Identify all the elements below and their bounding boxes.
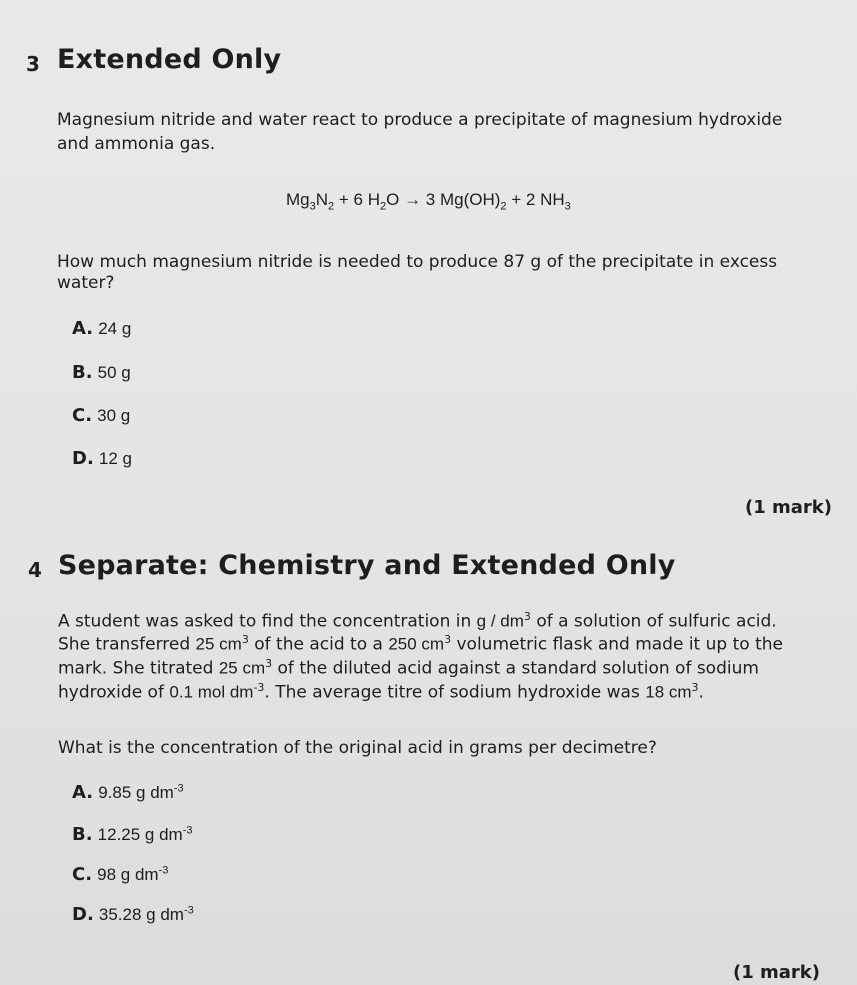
option-letter: C. — [72, 864, 93, 885]
question-3-intro-line-1: Magnesium nitride and water react to produce a precipitate of magnesium hydroxide — [57, 110, 783, 130]
option-value: 35.28 g $dm^{-3}$ — [98, 904, 194, 924]
option-value: 50 g — [97, 363, 131, 382]
option-value: 9.85 g $dm^{-3}$ — [98, 782, 184, 802]
question-3-number: 3 — [26, 52, 40, 76]
option-value: 12.25 g $dm^{-3}$ — [97, 824, 193, 844]
question-3-prompt-line-2: water? — [57, 273, 115, 293]
question-4-mark: (1 mark) — [733, 962, 820, 983]
question-4-paragraph-line-4: hydroxide of 0.1 mol $dm^{-3}$. The average titre of sodium hydroxide was 18 $cm^3$. — [58, 681, 704, 703]
question-4-paragraph-line-2: She transferred 25 $cm^3$ of the acid to a 250 $cm^3$ volumetric flask and made it up to the — [58, 633, 783, 655]
option-letter: B. — [72, 362, 93, 383]
q4-option-c[interactable] — [72, 864, 168, 885]
question-4-prompt: What is the concentration of the original acid in grams per decimetre? — [58, 738, 657, 758]
question-3-mark: (1 mark) — [745, 497, 832, 518]
chemical-equation: $Mg_3N_2 + 6$ $H_2O \to 3$ $Mg(OH)_2 + 2$ $NH_3$ — [286, 190, 571, 213]
option-value: 30 g — [97, 406, 131, 425]
option-letter: D. — [72, 904, 94, 925]
q3-option-a[interactable] — [72, 318, 131, 339]
question-3-intro-line-2: and ammonia gas. — [57, 134, 216, 154]
q3-option-d[interactable] — [72, 448, 132, 469]
option-letter: A. — [72, 318, 94, 339]
question-3-title: Extended Only — [57, 44, 282, 75]
option-letter: A. — [72, 782, 94, 803]
q3-option-c[interactable] — [72, 405, 130, 426]
question-4-number: 4 — [28, 558, 42, 582]
option-value: 98 g $dm^{-3}$ — [97, 864, 169, 884]
option-letter: B. — [72, 824, 93, 845]
q4-option-d[interactable] — [72, 904, 194, 925]
q4-option-a[interactable] — [72, 782, 184, 803]
q3-option-b[interactable] — [72, 362, 131, 383]
option-letter: C. — [72, 405, 93, 426]
question-4-paragraph-line-3: mark. She titrated 25 $cm^3$ of the diluted acid against a standard solution of sodium — [58, 657, 759, 679]
question-4-title: Separate: Chemistry and Extended Only — [58, 550, 676, 581]
question-4-paragraph-line-1: A student was asked to find the concentration in g / $dm^3$ of a solution of sulfuric acid. — [58, 610, 777, 632]
question-3-prompt-line-1: How much magnesium nitride is needed to produce 87 g of the precipitate in excess — [57, 252, 778, 272]
option-value: 12 g — [98, 449, 132, 468]
q4-option-b[interactable] — [72, 824, 193, 845]
option-letter: D. — [72, 448, 94, 469]
option-value: 24 g — [98, 319, 132, 338]
